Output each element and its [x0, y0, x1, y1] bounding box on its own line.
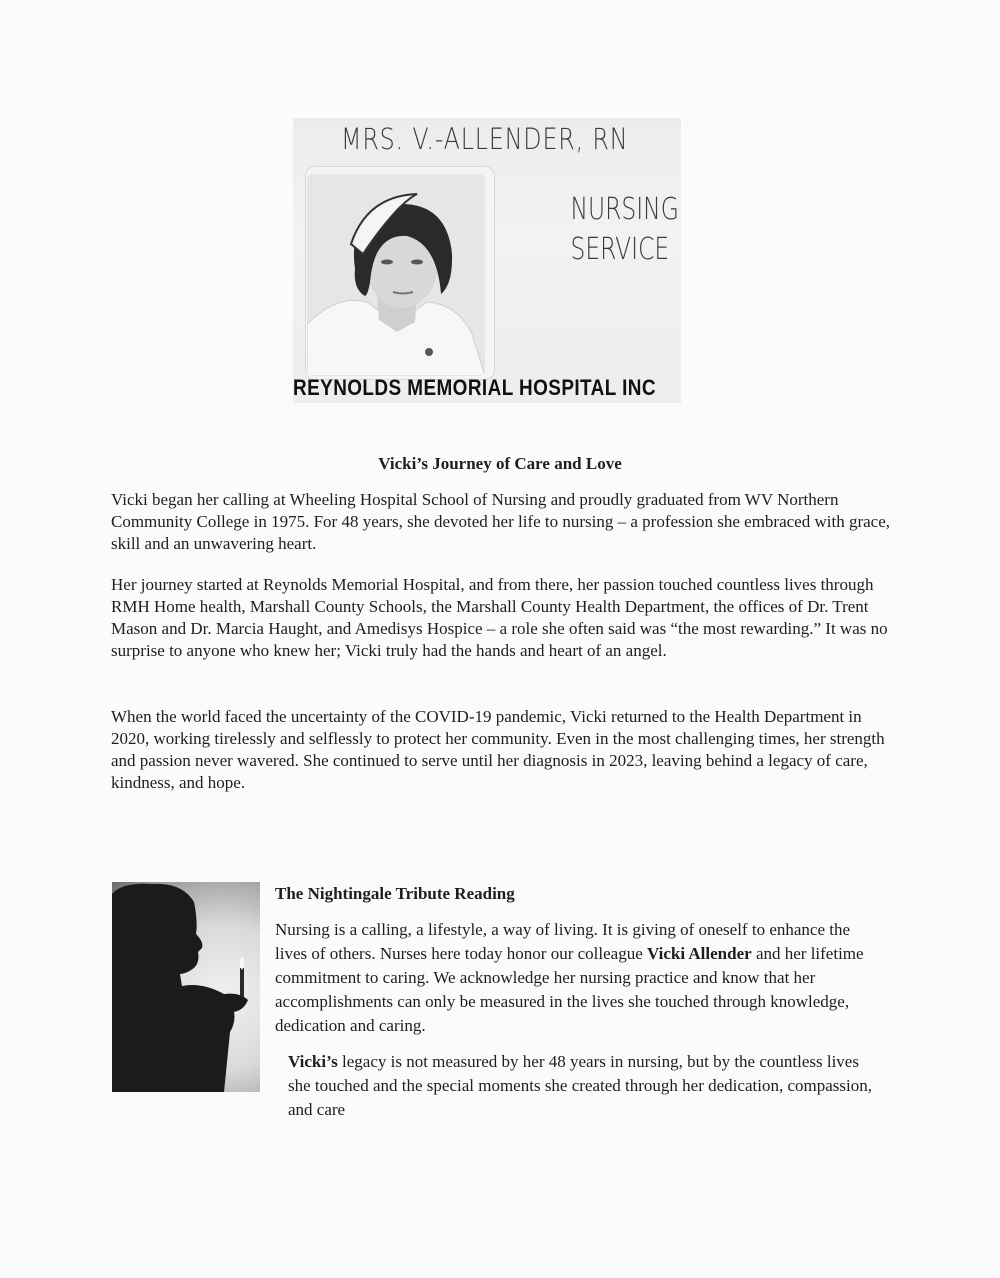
- badge-department: [571, 190, 679, 270]
- tribute-text-part-1: Nursing is a calling, a lifestyle, a way of living. It is giving of oneself to enhance the lives of others. Nurses here today honor our colleague: [275, 920, 851, 963]
- portrait-image: [307, 174, 485, 376]
- legacy-name: Vicki’s: [288, 1052, 338, 1071]
- nurse-id-badge: [293, 118, 681, 403]
- legacy-text: legacy is not measured by her 48 years in nursing, but by the countless lives she touched and the special moments she created through her dedication, compassion, and care: [288, 1052, 872, 1119]
- badge-department-line-1: NURSING: [570, 192, 679, 227]
- tribute-text-part-2: and her lifetime commitment to caring. We acknowledge her nursing practice and know that her accomplishments can only be measured in the lives she touched through knowledge, dedication and caring.: [275, 944, 864, 1035]
- honoree-name: Vicki Allender: [647, 944, 752, 963]
- journey-paragraph-3: When the world faced the uncertainty of the COVID-19 pandemic, Vicki returned to the Health Department in 2020, working tirelessly and selflessly to protect her community. Even in the most challenging times, her strength and passion never wavered. She continued to serve until her diagnosis in 2023, leaving behind a legacy of care, kindness, and hope.: [111, 707, 885, 792]
- journey-heading: Vicki’s Journey of Care and Love: [378, 454, 622, 473]
- legacy-paragraph: [288, 1050, 878, 1122]
- silhouette-graphic: [112, 882, 260, 1092]
- nurse-candle-silhouette-image: [112, 882, 260, 1092]
- journey-paragraph-1: Vicki began her calling at Wheeling Hospital School of Nursing and proudly graduated from WV Northern Community College in 1975. For 48 years, she devoted her life to nursing – a profession she embraced with grace, skill and an unwavering heart.: [111, 490, 890, 553]
- badge-hospital-name: REYNOLDS MEMORIAL HOSPITAL INC: [293, 375, 656, 400]
- badge-name: MRS. V.-ALLENDER, RN: [341, 122, 629, 156]
- journey-paragraph-2: Her journey started at Reynolds Memorial Hospital, and from there, her passion touched countless lives through RMH Home health, Marshall County Schools, the Marshall County Health Department, the offices of Dr. Trent Mason and Dr. Marcia Haught, and Amedisys Hospice – a role she often said was “the most rewarding.” It was no surprise to anyone who knew her; Vicki truly had the hands and heart of an angel.: [111, 575, 888, 660]
- tribute-paragraph: [275, 918, 875, 1038]
- tribute-heading: The Nightingale Tribute Reading: [275, 884, 515, 903]
- badge-department-line-2: SERVICE: [570, 232, 670, 267]
- nurse-portrait-photo: [307, 174, 485, 376]
